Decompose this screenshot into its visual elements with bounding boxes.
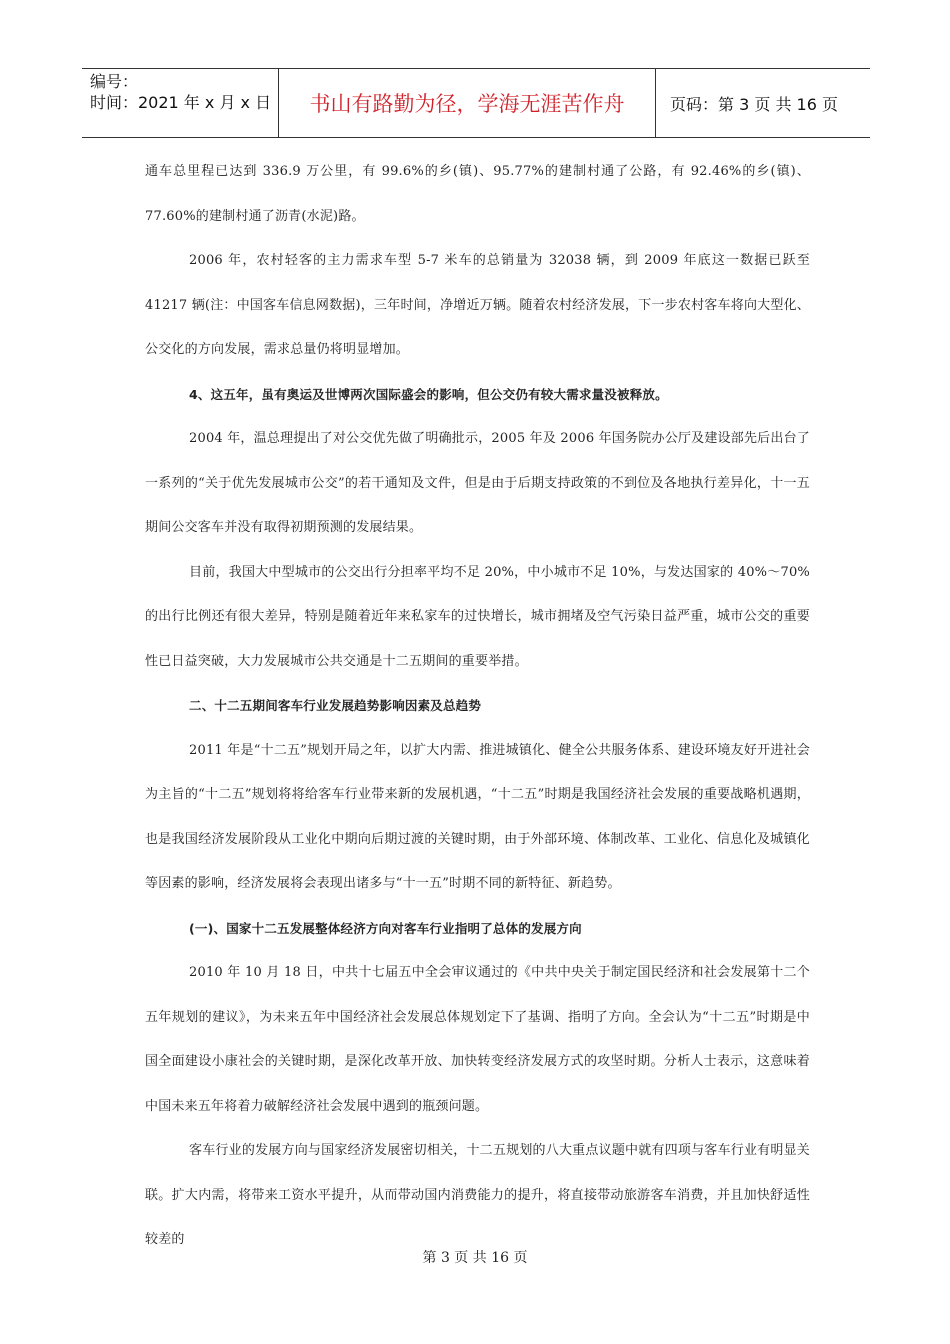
code-label: 编号： [90, 72, 139, 91]
motto: 书山有路勤为径，学海无涯苦作舟 [279, 69, 656, 137]
paragraph: 通车总里程已达到 336.9 万公里，有 99.6%的乡(镇)、95.77%的建制村通了公路，有 92.46%的乡(镇)、77.60%的建制村通了沥青(水泥)路。 [145, 164, 810, 224]
header-meta [82, 69, 279, 137]
section-heading: 4、这五年，虽有奥运及世博两次国际盛会的影响，但公交仍有较大需求量没被释放。 [189, 386, 668, 402]
section-heading: (一)、国家十二五发展整体经济方向对客车行业指明了总体的发展方向 [189, 920, 582, 936]
page-label: 页码：第 3 页 共 16 页 [670, 94, 838, 114]
paragraph: 2011 年是“十二五”规划开局之年，以扩大内需、推进城镇化、健全公共服务体系、建设环境友好开进社会为主旨的“十二五”规划将将给客车行业带来新的发展机遇，“十二五”时期是我国经济社会发展的重要战略机遇期，也是我国经济发展阶段从工业化中期向后期过渡的关键时期，由于外部环境、体制改革、工业化、信息化及城镇化等因素的影响，经济发展将会表现出诸多与“十一五”时期不同的新特征、新趋势。 [145, 742, 810, 891]
paragraph: 2004 年，温总理提出了对公交优先做了明确批示，2005 年及 2006 年国务院办公厅及建设部先后出台了一系列的“关于优先发展城市公交”的若干通知及文件，但是由于后期支持政策的不到位及各地执行差异化，十一五期间公交客车并没有取得初期预测的发展结果。 [145, 431, 810, 535]
paragraph: 2006 年，农村轻客的主力需求车型 5-7 米车的总销量为 32038 辆，到 2009 年底这一数据已跃至 41217 辆(注：中国客车信息网数据)，三年时间，净增近万辆。随着农村经济发展，下一步农村客车将向大型化、公交化的方向发展，需求总量仍将明显增加。 [145, 253, 810, 357]
document-body [145, 150, 810, 1263]
paragraph: 2010 年 10 月 18 日，中共十七届五中全会审议通过的《中共中央关于制定国民经济和社会发展第十二个五年规划的建议》，为未来五年中国经济社会发展总体规划定下了基调、指明了方向。全会认为“十二五”时期是中国全面建设小康社会的关键时期，是深化改革开放、加快转变经济发展方式的攻坚时期。分析人士表示，这意味着中国未来五年将着力破解经济社会发展中遇到的瓶颈问题。 [145, 965, 810, 1114]
page-footer: 第 3 页 共 16 页 [422, 1250, 528, 1266]
paragraph: 客车行业的发展方向与国家经济发展密切相关，十二五规划的八大重点议题中就有四项与客车行业有明显关联。扩大内需，将带来工资水平提升，从而带动国内消费能力的提升，将直接带动旅游客车消费，并且加快舒适性较差的 [145, 1143, 810, 1247]
page-header [82, 68, 870, 138]
paragraph: 目前，我国大中型城市的公交出行分担率平均不足 20%，中小城市不足 10%，与发达国家的 40%～70%的出行比例还有很大差异，特别是随着近年来私家车的过快增长，城市拥堵及空气污染日益严重，城市公交的重要性已日益突破，大力发展城市公共交通是十二五期间的重要举措。 [145, 564, 810, 669]
date-label: 时间：2021 年 x 月 x 日 [90, 93, 272, 112]
section-heading: 二、十二五期间客车行业发展趋势影响因素及总趋势 [189, 698, 482, 713]
